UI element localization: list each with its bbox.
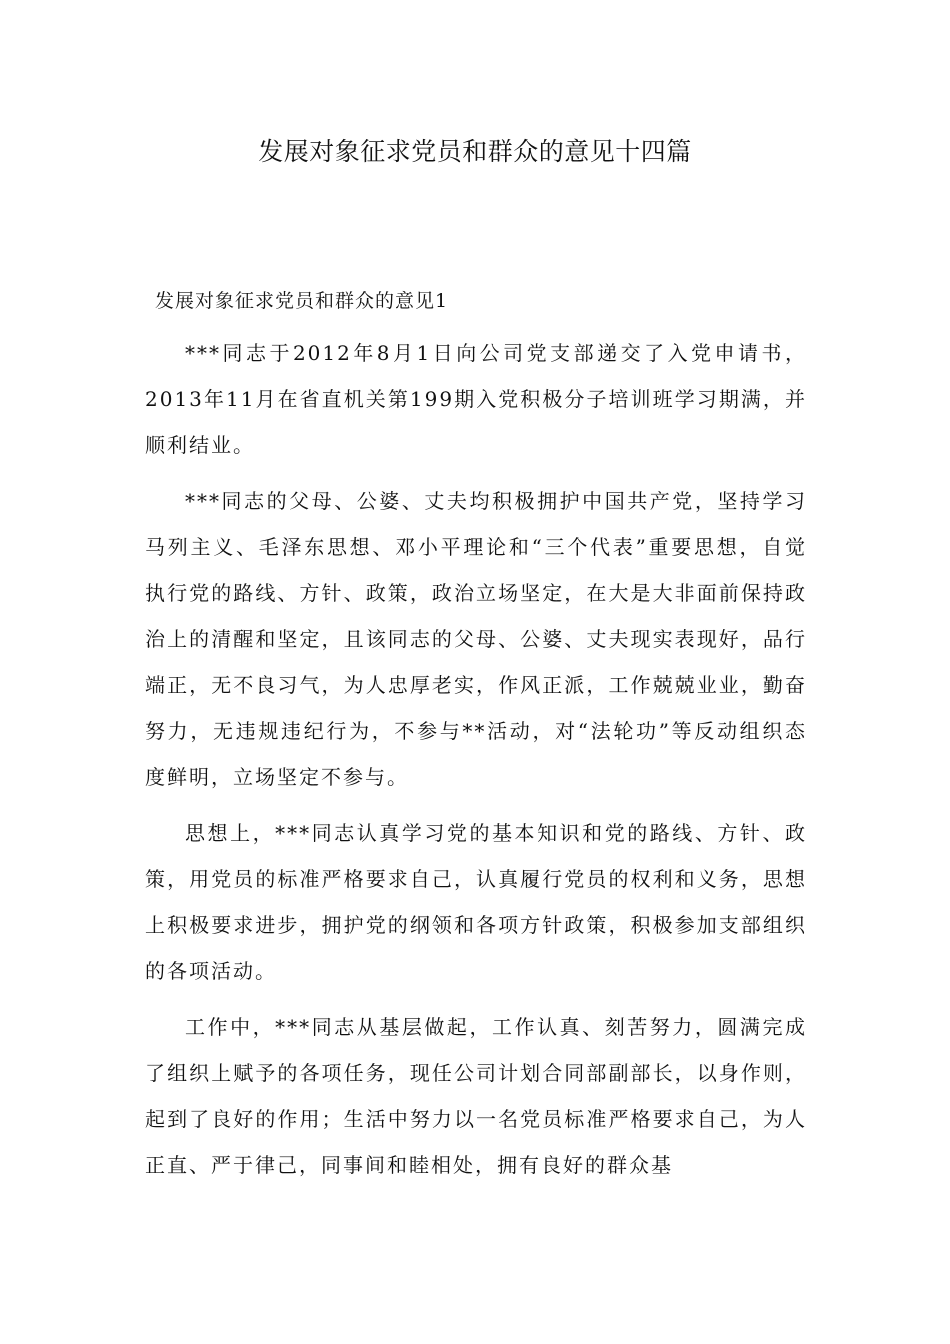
document-title: 发展对象征求党员和群众的意见十四篇 — [258, 137, 692, 166]
paragraph-2: ***同志的父母、公婆、丈夫均积极拥护中国共产党，坚持学习马列主义、毛泽东思想、邓小平理论和“三个代表”重要思想，自觉执行党的路线、方针、政策，政治立场坚定，在大是大非面前保持政治上的清醒和坚定，且该同志的父母、公婆、丈夫现实表现好，品行端正，无不良习气，为人忠厚老实，作风正派，工作兢兢业业，勤奋努力，无违规违纪行为，不参与**活动，对“法轮功”等反动组织态度鲜明，立场坚定不参与。 — [145, 489, 807, 789]
paragraph-3: 思想上，***同志认真学习党的基本知识和党的路线、方针、政策，用党员的标准严格要求自己，认真履行党员的权利和义务，思想上积极要求进步，拥护党的纲领和各项方针政策，积极参加支部组织的各项活动。 — [145, 821, 807, 983]
paragraph-4: 工作中，***同志从基层做起，工作认真、刻苦努力，圆满完成了组织上赋予的各项任务，现任公司计划合同部副部长，以身作则，起到了良好的作用；生活中努力以一名党员标准严格要求自己，为人正直、严于律己，同事间和睦相处，拥有良好的群众基 — [145, 1015, 807, 1177]
paragraph-1: ***同志于2012年8月1日向公司党支部递交了入党申请书，2013年11月在省直机关第199期入党积极分子培训班学习期满，并顺利结业。 — [145, 341, 807, 457]
section-heading: 发展对象征求党员和群众的意见1 — [155, 290, 449, 312]
document-body — [145, 330, 807, 1198]
